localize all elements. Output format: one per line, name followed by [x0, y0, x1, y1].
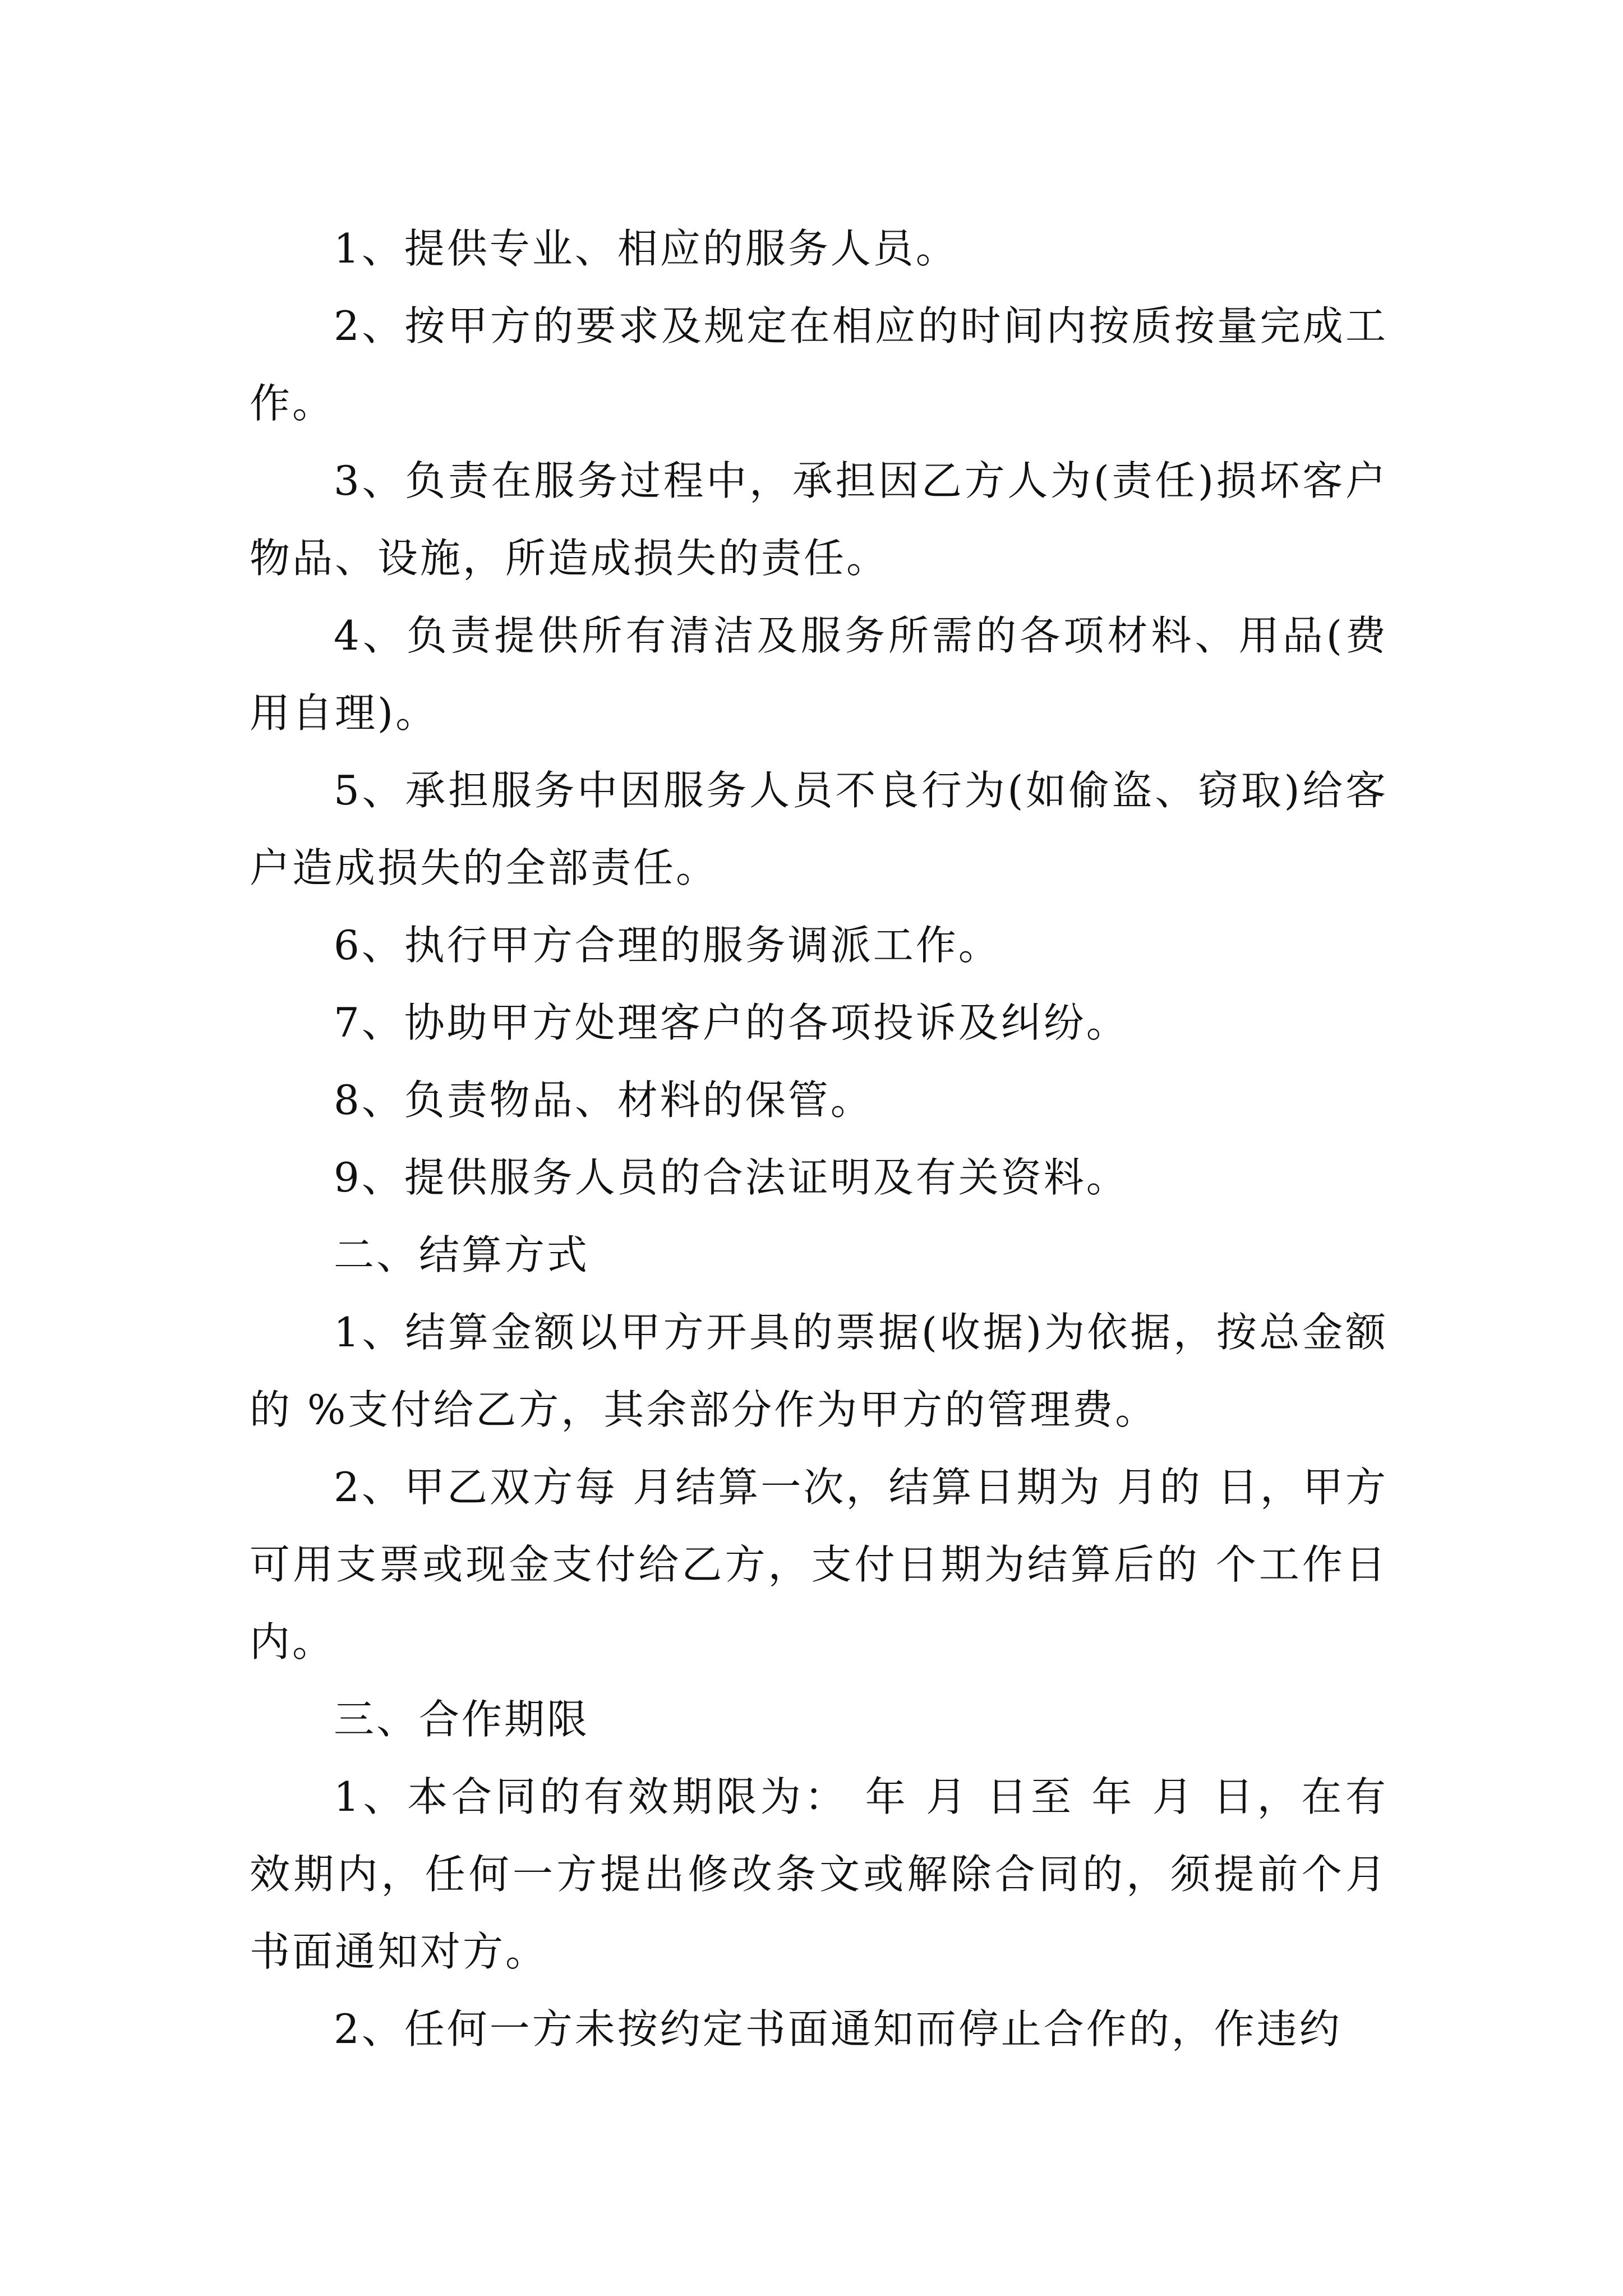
paragraph-obligation-2: 2、按甲方的要求及规定在相应的时间内按质按量完成工作。	[250, 302, 1388, 427]
paragraph-obligation-8: 8、负责物品、材料的保管。	[334, 1076, 873, 1124]
paragraph-obligation-4: 4、负责提供所有清洁及服务所需的各项材料、用品(费用自理)。	[250, 612, 1388, 737]
paragraph-obligation-6: 6、执行甲方合理的服务调派工作。	[334, 922, 1001, 969]
paragraph-obligation-1: 1、提供专业、相应的服务人员。	[334, 225, 958, 272]
paragraph-obligation-7: 7、协助甲方处理客户的各项投诉及纠纷。	[334, 999, 1129, 1046]
document-body	[250, 210, 1388, 2068]
paragraph-obligation-3: 3、负责在服务过程中，承担因乙方人为(责任)损坏客户物品、设施，所造成损失的责任。	[250, 457, 1388, 582]
paragraph-term-2: 2、任何一方未按约定书面通知而停止合作的，作违约	[334, 2005, 1342, 2053]
paragraph-settlement-1: 1、结算金额以甲方开具的票据(收据)为依据，按总金额的 %支付给乙方，其余部分作为甲方的管理费。	[250, 1309, 1388, 1433]
paragraph-obligation-9: 9、提供服务人员的合法证明及有关资料。	[334, 1154, 1129, 1201]
paragraph-term-1: 1、本合同的有效期限为： 年 月 日至 年 月 日，在有效期内，任何一方提出修改条文或解除合同的，须提前个月书面通知对方。	[250, 1773, 1388, 1975]
paragraph-settlement-2: 2、甲乙双方每 月结算一次，结算日期为 月的 日，甲方可用支票或现金支付给乙方，支付日期为结算后的 个工作日内。	[250, 1464, 1388, 1665]
section-heading-term: 三、合作期限	[334, 1696, 590, 1743]
section-heading-settlement: 二、结算方式	[334, 1231, 590, 1278]
paragraph-obligation-5: 5、承担服务中因服务人员不良行为(如偷盗、窃取)给客户造成损失的全部责任。	[250, 767, 1388, 891]
